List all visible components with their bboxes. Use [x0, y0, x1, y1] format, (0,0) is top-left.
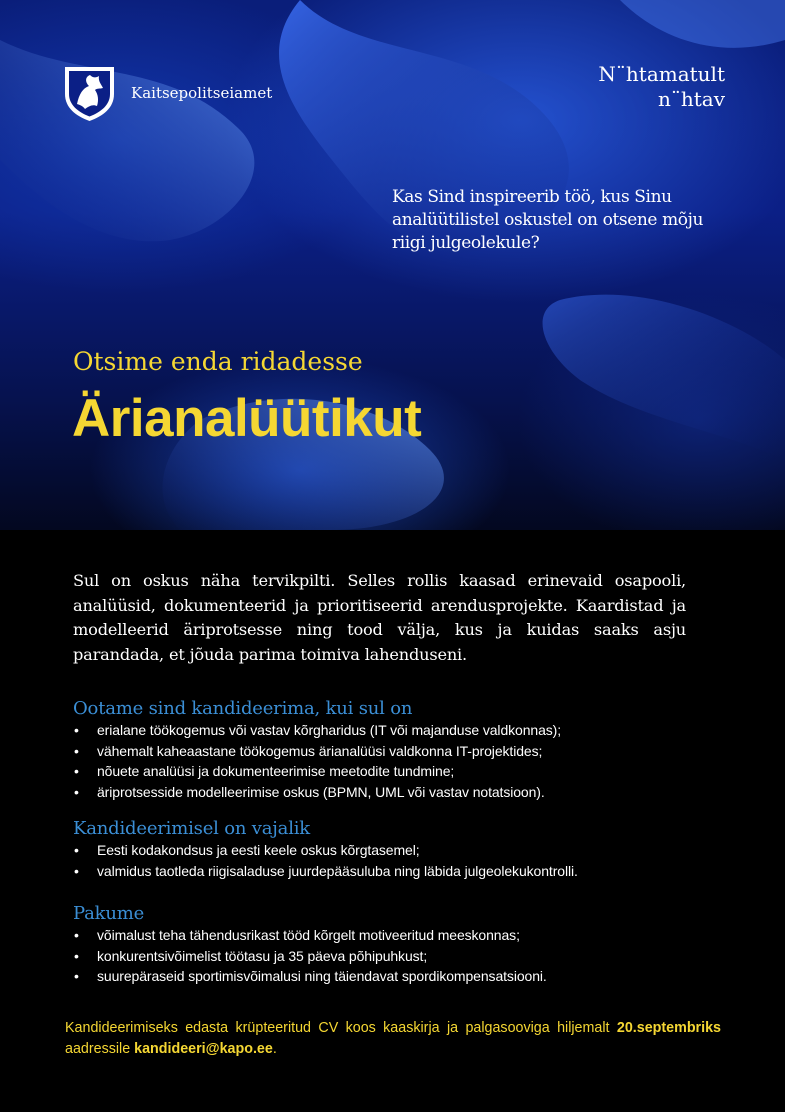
- offer-list: [73, 925, 713, 987]
- list-item: • erialane töökogemus või vastav kõrgharidus (IT või majanduse valdkonnas);: [73, 720, 713, 741]
- requirements-list: [73, 720, 713, 802]
- intro-paragraph: Sul on oskus näha tervikpilti. Selles rollis kaasad erinevaid osapooli, analüüsid, dokumenteerid ja prioritiseerid arendusprojekte. Kaardistad ja modelleerid äriprotsesse ning tood välja, kus ja kuidas saaks asju parandada, et jõuda parima toimiva lahenduseni.: [73, 571, 686, 664]
- contact-email-link[interactable]: kandideeri@kapo.ee: [134, 1041, 273, 1057]
- closing-text-3: .: [272, 1041, 277, 1057]
- offer-heading: Pakume: [73, 903, 145, 924]
- mandatory-heading: Kandideerimisel on vajalik: [73, 818, 311, 839]
- list-item: • Eesti kodakondsus ja eesti keele oskus kõrgtasemel;: [73, 840, 713, 861]
- deadline-date: 20.septembriks: [616, 1020, 721, 1036]
- hero-banner: [0, 0, 785, 530]
- organization-logo: [63, 64, 272, 122]
- organization-name: Kaitsepolitseiamet: [131, 84, 273, 102]
- list-item: • äriprotsesside modelleerimise oskus (BPMN, UML või vastav notatsioon).: [73, 782, 713, 803]
- job-title: Ärianalüütikut: [72, 389, 422, 448]
- slogan-line-1: N¨htamatult: [598, 62, 725, 86]
- list-item: • valmidus taotleda riigisaladuse juurdepääsuluba ning läbida julgeolekukontrolli.: [73, 861, 713, 882]
- hero-subheading: Otsime enda ridadesse: [73, 347, 363, 376]
- application-instructions: [65, 1018, 721, 1060]
- slogan: [598, 62, 725, 112]
- mandatory-list: [73, 840, 713, 881]
- list-item: • võimalust teha tähendusrikast tööd kõrgelt motiveeritud meeskonnas;: [73, 925, 713, 946]
- list-item: • nõuete analüüsi ja dokumenteerimise meetodite tundmine;: [73, 761, 713, 782]
- slogan-line-2: n¨htav: [657, 87, 725, 111]
- closing-text-1: Kandideerimiseks edasta krüpteeritud CV koos kaaskirja ja palgasooviga hiljemalt: [65, 1020, 617, 1036]
- requirements-heading: Ootame sind kandideerima, kui sul on: [73, 698, 413, 719]
- closing-text-2: aadressile: [65, 1041, 135, 1057]
- list-item: • vähemalt kaheaastane töökogemus ärianalüüsi valdkonna IT-projektides;: [73, 741, 713, 762]
- griffin-crest-icon: [63, 64, 116, 122]
- requirements-section: [73, 698, 713, 802]
- offer-section: [73, 903, 713, 987]
- hero-question: Kas Sind inspireerib töö, kus Sinu analüütilistel oskustel on otsene mõju riigi julgeolekule?: [392, 187, 704, 253]
- mandatory-section: [73, 818, 713, 881]
- list-item: • konkurentsivõimelist töötasu ja 35 päeva põhipuhkust;: [73, 946, 713, 967]
- list-item: • suurepäraseid sportimisvõimalusi ning täiendavat spordikompensatsiooni.: [73, 966, 713, 987]
